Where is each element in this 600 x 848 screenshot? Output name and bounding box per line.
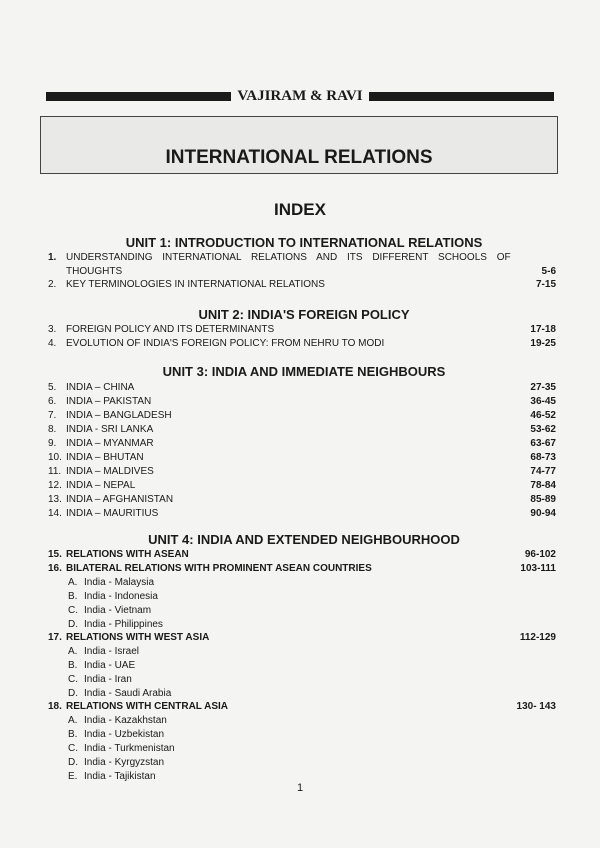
entry-pages: 103-111 <box>520 563 556 574</box>
entry-pages: 96-102 <box>524 549 556 560</box>
entry-pages: 36-45 <box>530 396 556 407</box>
entry-pages: 27-35 <box>530 382 556 393</box>
entry-number: 14. <box>48 508 62 519</box>
brand-bar-left <box>46 92 231 101</box>
entry-number: 1. <box>48 252 57 263</box>
entry-title-line1: UNDERSTANDING INTERNATIONAL RELATIONS AND ITS DIFFERENT SCHOOLS OF <box>66 252 511 263</box>
sub-entry-title: India - Tajikistan <box>84 771 156 782</box>
sub-entry <box>68 742 175 756</box>
entry-pages: 85-89 <box>530 494 556 505</box>
sub-entry-letter: C. <box>68 743 78 754</box>
entry-pages: 19-25 <box>530 338 556 349</box>
page-number: 1 <box>296 782 304 794</box>
entry-title: INDIA – NEPAL <box>66 480 136 491</box>
sub-entry <box>68 618 163 632</box>
entry-title: RELATIONS WITH CENTRAL ASIA <box>66 701 229 712</box>
brand-name: VAJIRAM & RAVI <box>237 87 363 104</box>
sub-entry-letter: D. <box>68 688 78 699</box>
sub-entry <box>68 756 164 770</box>
entry-title: FOREIGN POLICY AND ITS DETERMINANTS <box>66 324 275 335</box>
entry-title: BILATERAL RELATIONS WITH PROMINENT ASEAN COUNTRIES <box>66 563 372 574</box>
entry-number: 6. <box>48 396 57 407</box>
subject-title-box <box>40 116 558 174</box>
entry-number: 2. <box>48 279 57 290</box>
entry-title: INDIA – MALDIVES <box>66 466 154 477</box>
entry-pages: 112-129 <box>519 632 556 643</box>
unit-heading: UNIT 4: INDIA AND EXTENDED NEIGHBOURHOOD <box>148 532 460 547</box>
sub-entry-title: India - Uzbekistan <box>84 729 165 740</box>
sub-entry <box>68 659 135 673</box>
entry-title: INDIA – MAURITIUS <box>66 508 159 519</box>
unit-heading: UNIT 1: INTRODUCTION TO INTERNATIONAL RELATIONS <box>125 235 483 250</box>
entry-title: KEY TERMINOLOGIES IN INTERNATIONAL RELATIONS <box>66 279 325 290</box>
entry-title: EVOLUTION OF INDIA'S FOREIGN POLICY: FROM NEHRU TO MODI <box>66 338 385 349</box>
sub-entry-letter: E. <box>68 771 78 782</box>
entry-pages: 90-94 <box>530 508 556 519</box>
sub-entry <box>68 576 154 590</box>
sub-entry-letter: D. <box>68 619 78 630</box>
sub-entry-title: India - Philippines <box>84 619 163 630</box>
sub-entry-title: India - Vietnam <box>84 605 152 616</box>
sub-entry-letter: A. <box>68 646 78 657</box>
sub-entry <box>68 728 164 742</box>
sub-entry-letter: D. <box>68 757 78 768</box>
sub-entry-letter: C. <box>68 605 78 616</box>
sub-entry-letter: B. <box>68 591 78 602</box>
entry-title: INDIA – CHINA <box>66 382 135 393</box>
entry-title: INDIA – BANGLADESH <box>66 410 172 421</box>
sub-entry-title: India - Iran <box>84 674 132 685</box>
entry-title: INDIA – BHUTAN <box>66 452 144 463</box>
entry-number: 8. <box>48 424 57 435</box>
entry-pages: 74-77 <box>530 466 556 477</box>
entry-number: 5. <box>48 382 57 393</box>
sub-entry <box>68 687 171 701</box>
entry-pages: 5-6 <box>541 266 556 277</box>
unit-heading: UNIT 3: INDIA AND IMMEDIATE NEIGHBOURS <box>162 364 446 379</box>
sub-entry-title: India - UAE <box>84 660 136 671</box>
sub-entry <box>68 673 132 687</box>
entry-title: INDIA - SRI LANKA <box>66 424 154 435</box>
sub-entry-letter: B. <box>68 729 78 740</box>
entry-number: 11. <box>48 466 62 477</box>
entry-pages: 78-84 <box>530 480 556 491</box>
sub-entry-title: India - Turkmenistan <box>84 743 175 754</box>
sub-entry <box>68 714 167 728</box>
sub-entry-letter: A. <box>68 715 78 726</box>
entry-title: INDIA – MYANMAR <box>66 438 154 449</box>
sub-entry <box>68 590 158 604</box>
brand-banner <box>46 88 554 104</box>
sub-entry-letter: C. <box>68 674 78 685</box>
entry-title-line2: THOUGHTS <box>66 266 123 277</box>
entry-pages: 68-73 <box>530 452 556 463</box>
brand-bar-right <box>369 92 554 101</box>
entry-pages: 46-52 <box>530 410 556 421</box>
entry-title: RELATIONS WITH WEST ASIA <box>66 632 210 643</box>
index-heading: INDEX <box>274 200 326 219</box>
entry-number: 15. <box>48 549 62 560</box>
entry-number: 18. <box>48 701 62 712</box>
entry-number: 3. <box>48 324 57 335</box>
subject-title: INTERNATIONAL RELATIONS <box>165 147 433 168</box>
entry-pages: 53-62 <box>530 424 556 435</box>
entry-title: INDIA – PAKISTAN <box>66 396 152 407</box>
entry-title: INDIA – AFGHANISTAN <box>66 494 174 505</box>
entry-number: 17. <box>48 632 62 643</box>
sub-entry-title: India - Kyrgyzstan <box>84 757 165 768</box>
sub-entry-title: India - Kazakhstan <box>84 715 167 726</box>
entry-pages: 7-15 <box>535 279 556 290</box>
entry-number: 4. <box>48 338 57 349</box>
sub-entry-letter: B. <box>68 660 78 671</box>
entry-title: RELATIONS WITH ASEAN <box>66 549 189 560</box>
entry-pages: 130- 143 <box>516 701 556 712</box>
entry-pages: 17-18 <box>530 324 556 335</box>
sub-entry <box>68 645 139 659</box>
sub-entry-title: India - Indonesia <box>84 591 158 602</box>
entry-number: 9. <box>48 438 57 449</box>
entry-number: 10. <box>48 452 62 463</box>
sub-entry-letter: A. <box>68 577 78 588</box>
sub-entry-title: India - Israel <box>84 646 140 657</box>
sub-entry-title: India - Saudi Arabia <box>84 688 172 699</box>
entry-number: 13. <box>48 494 62 505</box>
sub-entry <box>68 604 151 618</box>
sub-entry-title: India - Malaysia <box>84 577 155 588</box>
entry-pages: 63-67 <box>530 438 556 449</box>
entry-number: 12. <box>48 480 62 491</box>
entry-number: 16. <box>48 563 62 574</box>
unit-heading: UNIT 2: INDIA'S FOREIGN POLICY <box>198 307 410 322</box>
entry-number: 7. <box>48 410 57 421</box>
